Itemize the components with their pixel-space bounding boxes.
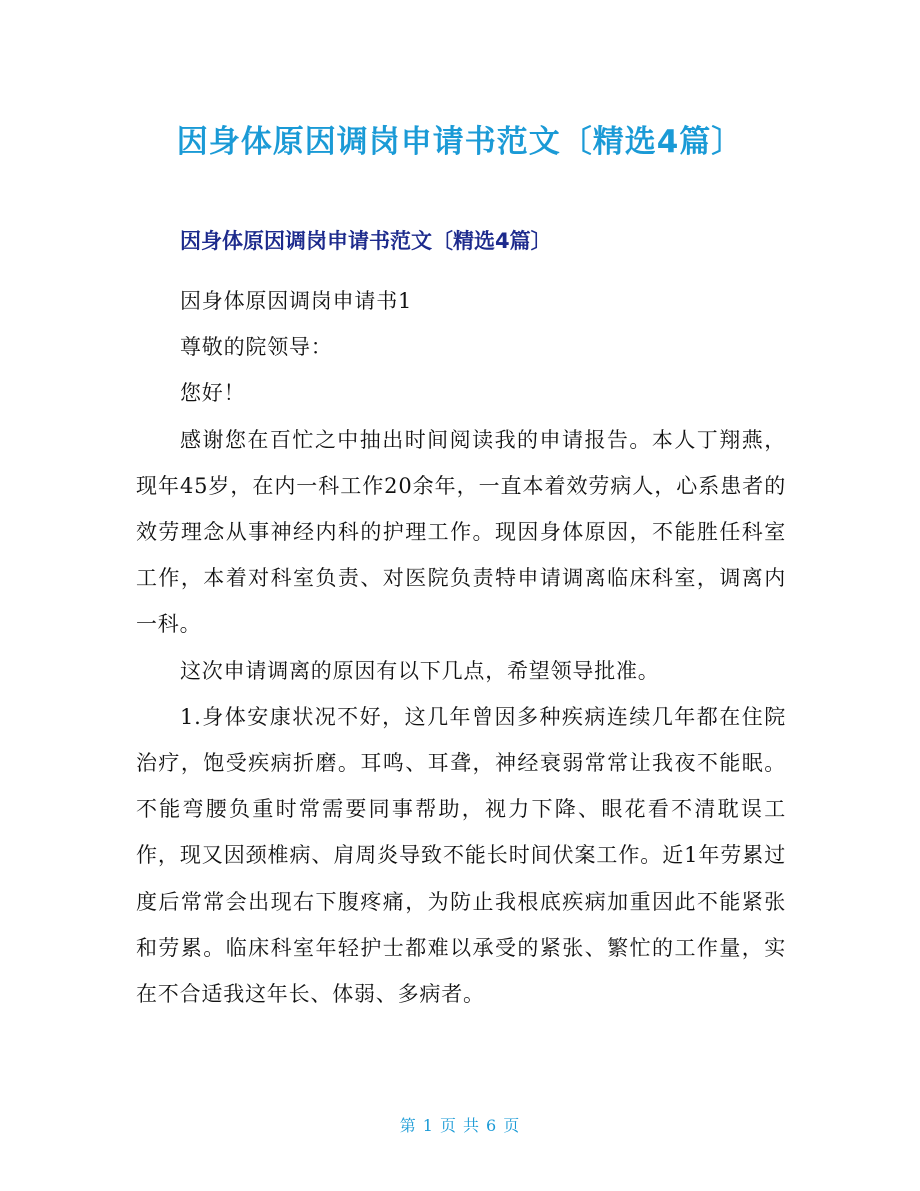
footer-current-page: 1 [422, 1116, 434, 1135]
document-subtitle: 因身体原因调岗申请书范文〔精选4篇〕 [180, 229, 552, 253]
footer-suffix: 页 [503, 1116, 521, 1135]
paragraph-intro: 感谢您在百忙之中抽出时间阅读我的申请报告。本人丁翔燕，现年45岁，在内一科工作20余年，一直本着效劳病人，心系患者的效劳理念从事神经内科的护理工作。现因身体原因，不能胜任科室工作，本着对科室负责、对医院负责特申请调离临床科室，调离内一科。 [136, 427, 786, 637]
paragraph-reason-1: 1.身体安康状况不好，这几年曾因多种疾病连续几年都在住院治疗，饱受疾病折磨。耳鸣、耳聋，神经衰弱常常让我夜不能眠。不能弯腰负重时常需要同事帮助，视力下降、眼花看不清耽误工作，现又因颈椎病、肩周炎导致不能长时间伏案工作。近1年劳累过度后常常会出现右下腹疼痛，为防止我根底疾病加重因此不能紧张和劳累。临床科室年轻护士都难以承受的紧张、繁忙的工作量，实在不合适我这年长、体弱、多病者。 [136, 704, 786, 1007]
footer-total-pages: 6 [486, 1116, 498, 1135]
paragraph-reasons-lead: 这次申请调离的原因有以下几点，希望领导批准。 [180, 658, 660, 683]
footer-page-word: 页 [439, 1116, 457, 1135]
paragraph-salutation: 尊敬的院领导： [180, 335, 333, 360]
page-footer [0, 1113, 920, 1136]
footer-prefix: 第 [399, 1116, 417, 1135]
paragraph-greeting: 您好！ [180, 381, 246, 406]
footer-total-prefix: 共 [463, 1116, 481, 1135]
document-body [136, 278, 786, 1017]
paragraph-heading: 因身体原因调岗申请书1 [180, 289, 413, 313]
document-title: 因身体原因调岗申请书范文〔精选4篇〕 [176, 124, 744, 160]
